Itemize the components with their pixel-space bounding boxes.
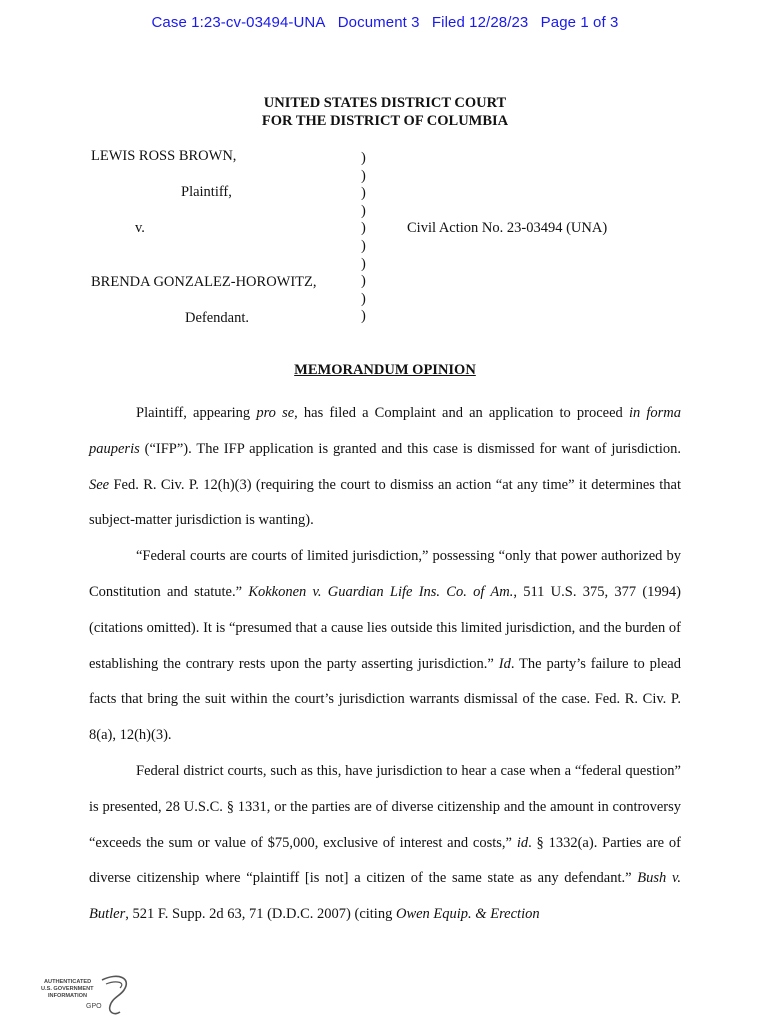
court-line-1: UNITED STATES DISTRICT COURT [263,95,507,111]
text-run-italic: id [516,834,529,851]
memorandum-title: MEMORANDUM OPINION [294,362,476,378]
paren: ) [361,167,366,184]
paren: ) [361,290,366,307]
text-run: , has filed a Complaint and an application to proceed [294,405,629,421]
paren: ) [361,255,366,272]
page-number: Page 1 of 3 [540,14,619,31]
case-citation: Bush v. Butler [89,870,681,923]
logo-line-2: U.S. GOVERNMENT [41,986,94,992]
gpo-authentication-logo [40,972,134,1018]
text-run: , 511 U.S. 375, 377 (1994) (citations omitted). It is “presumed that a cause lies outside this limited jurisdiction, and the burden of establishing the contrary rests upon the party asserting jurisdiction.” [89,583,681,672]
court-heading [0,95,770,130]
text-run: , 521 F. Supp. 2d 63, 71 (D.D.C. 2007) (citing [125,906,396,923]
defendant-role: Defendant. [185,310,250,326]
paragraph-2 [89,539,681,754]
case-citation: Kokkonen v. Guardian Life Ins. Co. of Am. [248,583,514,600]
logo-line-3: INFORMATION [48,993,88,999]
text-run: Federal district courts, such as this, have jurisdiction to hear a case when a “federal question” is presented, 28 U.S.C. § 1331, or the parties are of diverse citizenship and the amount in controversy “exceeds the sum or value of $75,000, exclusive of interest and costs,” [89,762,681,851]
paren: ) [361,308,366,325]
logo-mark: GPO [86,1003,102,1010]
case-number: Case 1:23-cv-03494-UNA [151,14,326,31]
paragraph-1 [89,396,681,539]
plaintiff-name: LEWIS ROSS BROWN, [91,148,237,164]
civil-action-number: Civil Action No. 23-03494 (UNA) [407,220,608,236]
opinion-body [89,396,681,933]
filing-header [0,14,770,31]
filed-date: Filed 12/28/23 [431,14,529,31]
text-run: . The party’s failure to plead facts that bring the suit within the court’s jurisdiction warrants dismissal of the case. Fed. R. Civ. P. 8(a), 12(h)(3). [89,655,681,744]
paren: ) [361,273,366,290]
paren: ) [361,150,366,166]
text-run-italic: See [89,476,110,493]
text-run: . § 1332(a). Parties are of diverse citizenship where “plaintiff [is not] a citizen of the same state as any defendant.” [89,834,682,887]
document-number: Document 3 [337,14,420,31]
text-run-italic: Id [498,655,511,672]
logo-line-1: AUTHENTICATED [44,979,92,985]
court-line-2: FOR THE DISTRICT OF COLUMBIA [261,112,509,129]
text-run-italic: pro se [256,405,295,421]
caption-parentheses [361,150,366,326]
text-run: Plaintiff, appearing [136,405,257,421]
case-citation: Owen Equip. & Erection [395,906,540,923]
paren: ) [361,202,366,219]
plaintiff-role: Plaintiff, [181,184,232,200]
text-run: Fed. R. Civ. P. 12(h)(3) (requiring the court to dismiss an action “at any time” it determines that subject-matter jurisdiction is wanting). [89,476,681,529]
paragraph-3 [89,754,681,933]
versus: v. [135,220,145,236]
paren: ) [361,185,366,202]
paren: ) [361,220,366,237]
text-run: “Federal courts are courts of limited jurisdiction,” possessing “only that power authorized by Constitution and statute.” [89,548,681,600]
text-run: (“IFP”). The IFP application is granted and this case is dismissed for want of jurisdiction. [139,440,681,457]
paren: ) [361,237,366,254]
defendant-name: BRENDA GONZALEZ-HOROWITZ, [91,274,317,290]
text-run-italic: in forma pauperis [89,405,681,457]
